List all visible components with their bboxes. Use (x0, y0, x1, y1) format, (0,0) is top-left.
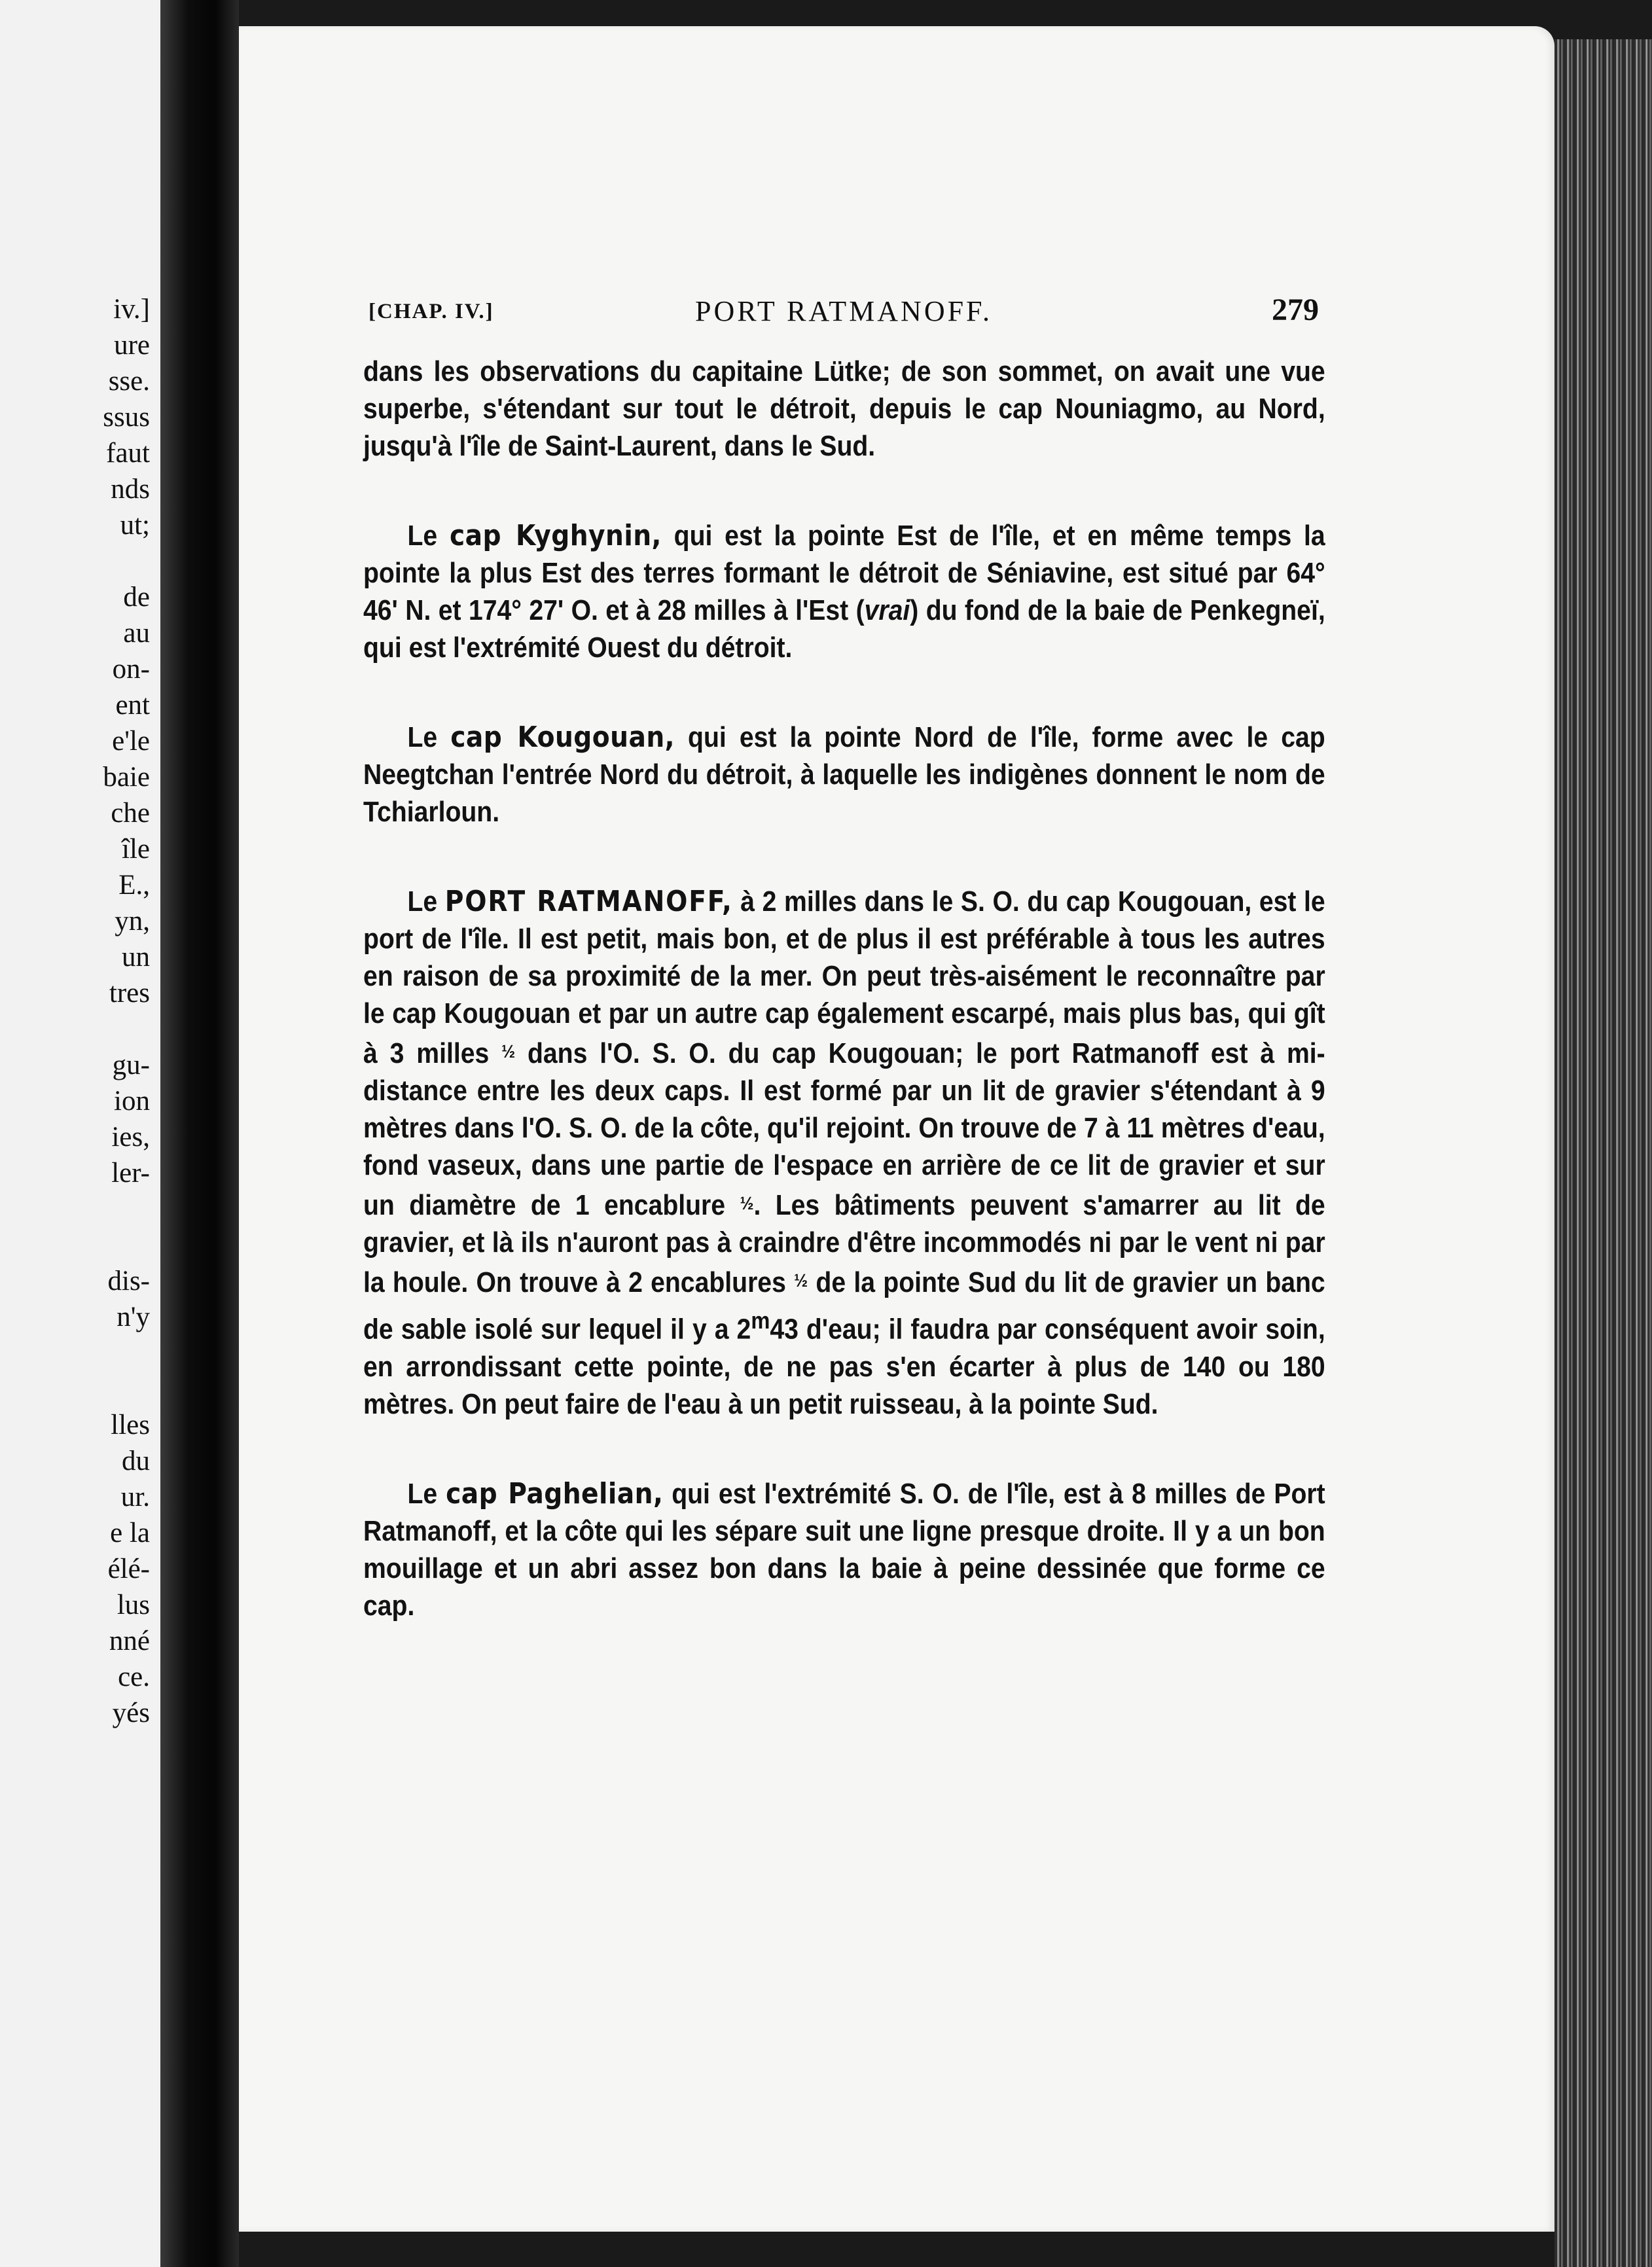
previous-page-fragment: ut; (120, 510, 150, 541)
previous-page-fragment: che (111, 798, 150, 829)
previous-page-fragment: de (123, 582, 150, 613)
term-cap-kougouan: cap Kougouan, (450, 721, 675, 754)
previous-page-fragment: yn, (115, 906, 150, 937)
paragraph-cap-kyghynin: Le cap Kyghynin, qui est la pointe Est de l'île, et en même temps la pointe la plus Est des terres formant le détroit de Séniavine, est situé par 64° 46' N. et 174° 27' O. et à 28 milles à l'Est (vrai) du fond de la baie de Penkegneï, qui est l'extrémité Ouest du détroit. (363, 520, 1325, 664)
previous-page-line-ends (103, 291, 150, 1731)
previous-page-fragment: faut (106, 438, 150, 469)
previous-page-fragment (103, 1371, 150, 1407)
previous-page-fragment (103, 1011, 150, 1047)
body-text (363, 353, 1325, 1677)
previous-page-fragment: au (123, 618, 150, 649)
previous-page-fragment: un (122, 942, 150, 973)
book-gutter (160, 0, 239, 2267)
previous-page-fragment: lus (117, 1590, 150, 1620)
previous-page-fragment: ur. (120, 1482, 150, 1512)
previous-page-fragment: du (122, 1446, 150, 1476)
previous-page-fragment: ure (114, 330, 150, 361)
paragraph-cap-paghelian: Le cap Paghelian, qui est l'extrémité S. O. de l'île, est à 8 milles de Port Ratmanoff, et la côte qui les sépare suit une ligne presque droite. Il y a un bon mouillage et un abri assez bon dans la baie à peine dessinée que forme ce cap. (363, 1477, 1325, 1622)
previous-page-fragment (103, 543, 150, 579)
previous-page-fragment: élé- (107, 1554, 150, 1584)
paragraph-continued: dans les observations du capitaine Lütke; de son sommet, on avait une vue superbe, s'étendant sur tout le détroit, depuis le cap Nouniagmo, au Nord, jusqu'à l'île de Saint-Laurent, dans le Sud. (363, 356, 1325, 462)
previous-page-fragment (103, 1335, 150, 1371)
previous-page-fragment: e la (110, 1518, 150, 1548)
paragraph-port-ratmanoff: Le PORT RATMANOFF, à 2 milles dans le S. O. du cap Kougouan, est le port de l'île. Il est petit, mais bon, et de plus il est préférable à tous les autres en raison de sa proximité de la mer. On peut très-aisément le reconnaître par le cap Kougouan et par un autre cap également escarpé, mais plus bas, qui gît à 3 milles ½ dans l'O. S. O. du cap Kougouan; le port Ratmanoff est à mi-distance entre les deux caps. Il est formé par un lit de gravier s'étendant à 9 mètres dans l'O. S. O. de la côte, qu'il rejoint. On trouve de 7 à 11 mètres d'eau, fond vaseux, dans une partie de l'espace en arrière de ce lit de gravier et sur un diamètre de 1 encablure ½. Les bâtiments peuvent s'amarrer au lit de gravier, et là ils n'auront pas à craindre d'être incommodés ni par le vent ni par la houle. On trouve à 2 encablures ½ de la pointe Sud du lit de gravier un banc de sable isolé sur lequel il y a 2$^m$43 d'eau; il faudra par conséquent avoir soin, en arrondissant cette pointe, de ne pas s'en écarter à plus de 140 ou 180 mètres. On peut faire de l'eau à un petit ruisseau, à la pointe Sud. (363, 885, 1325, 1420)
page-number: 279 (1272, 293, 1319, 327)
term-cap-kyghynin: cap Kyghynin, (449, 520, 662, 552)
previous-page-fragment: tres (109, 978, 150, 1009)
previous-page (0, 0, 160, 2267)
previous-page-fragment: n'y (117, 1302, 150, 1332)
previous-page-fragment: on- (112, 654, 150, 685)
page-header (368, 295, 1319, 340)
previous-page-fragment: gu- (112, 1050, 150, 1080)
previous-page-fragment (103, 1227, 150, 1263)
previous-page-fragment: yés (112, 1698, 150, 1728)
chapter-marker: [CHAP. IV.] (368, 300, 494, 323)
previous-page-fragment: iv.] (113, 294, 150, 325)
book-page (239, 26, 1554, 2232)
previous-page-fragment (103, 1191, 150, 1227)
fraction-half: ½ (501, 1041, 516, 1062)
previous-page-fragment: e'le (112, 726, 150, 757)
previous-page-fragment: sse. (108, 366, 150, 397)
previous-page-fragment: E., (118, 870, 150, 901)
previous-page-fragment: ion (114, 1086, 150, 1116)
previous-page-fragment: ce. (118, 1662, 150, 1692)
paragraph-cap-kougouan: Le cap Kougouan, qui est la pointe Nord de l'île, forme avec le cap Neegtchan l'entrée Nord du détroit, à laquelle les indigènes donnent le nom de Tchiarloun. (363, 721, 1325, 828)
previous-page-fragment: ssus (103, 402, 150, 433)
running-title: PORT RATMANOFF. (694, 295, 993, 327)
previous-page-fragment: baie (103, 762, 150, 793)
previous-page-fragment: nds (111, 474, 150, 505)
fraction-half: ½ (794, 1270, 808, 1291)
previous-page-fragment: île (122, 834, 150, 865)
previous-page-fragment: ler- (111, 1158, 150, 1188)
page-stack-edge (1554, 39, 1652, 2267)
previous-page-fragment: dis- (107, 1266, 150, 1296)
previous-page-fragment: ies, (111, 1122, 150, 1152)
previous-page-fragment: ent (115, 690, 150, 721)
fraction-half: ½ (740, 1193, 754, 1213)
term-cap-paghelian: cap Paghelian, (446, 1477, 664, 1510)
previous-page-fragment: lles (111, 1410, 150, 1440)
previous-page-fragment: nné (109, 1626, 150, 1656)
term-port-ratmanoff: PORT RATMANOFF, (444, 885, 733, 918)
